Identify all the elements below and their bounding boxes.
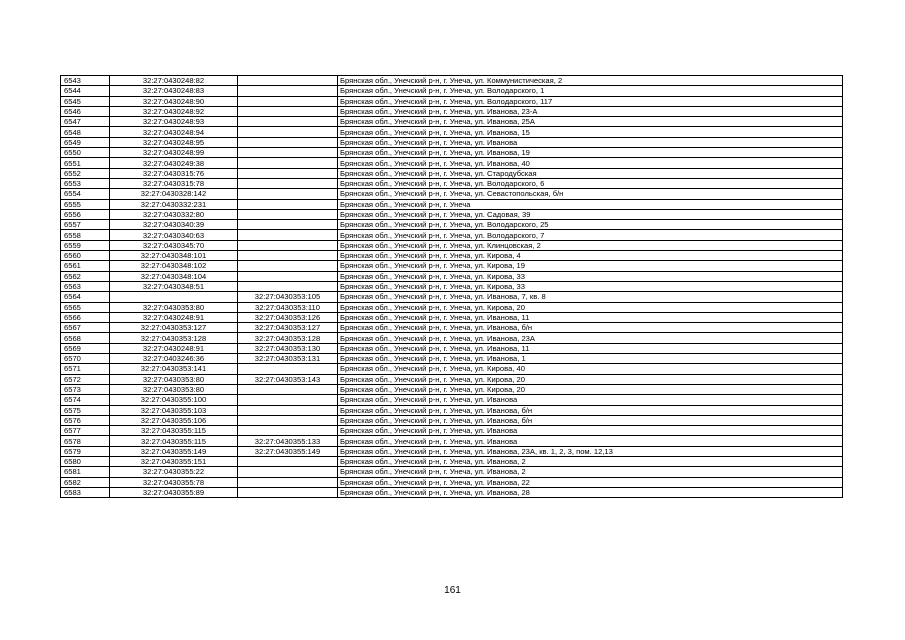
cadastral-number-cell: 32:27:0430355:78 [110, 477, 238, 487]
cadastral-number-cell: 32:27:0430355:22 [110, 467, 238, 477]
address-cell: Брянская обл., Унечский р-н, г. Унеча, ул. Клинцовская, 2 [338, 240, 843, 250]
table-row [61, 271, 843, 281]
table-row [61, 323, 843, 333]
related-cadastral-number-cell [238, 240, 338, 250]
related-cadastral-number-cell [238, 148, 338, 158]
related-cadastral-number-cell [238, 117, 338, 127]
related-cadastral-number-cell: 32:27:0430353:126 [238, 312, 338, 322]
related-cadastral-number-cell: 32:27:0430353:128 [238, 333, 338, 343]
table-row [61, 137, 843, 147]
related-cadastral-number-cell [238, 426, 338, 436]
row-number-cell: 6570 [61, 354, 110, 364]
table-row [61, 251, 843, 261]
address-cell: Брянская обл., Унечский р-н, г. Унеча, ул. Кирова, 20 [338, 384, 843, 394]
address-cell: Брянская обл., Унечский р-н, г. Унеча, ул. Володарского, 25 [338, 220, 843, 230]
row-number-cell: 6551 [61, 158, 110, 168]
table-row [61, 374, 843, 384]
address-cell: Брянская обл., Унечский р-н, г. Унеча, ул. Иванова, 22 [338, 477, 843, 487]
cadastral-number-cell [110, 292, 238, 302]
cadastral-number-cell: 32:27:0430353:128 [110, 333, 238, 343]
related-cadastral-number-cell [238, 487, 338, 497]
related-cadastral-number-cell [238, 158, 338, 168]
related-cadastral-number-cell [238, 137, 338, 147]
address-cell: Брянская обл., Унечский р-н, г. Унеча, ул. Иванова [338, 395, 843, 405]
row-number-cell: 6573 [61, 384, 110, 394]
cadastral-number-cell: 32:27:0430355:106 [110, 415, 238, 425]
cadastral-number-cell: 32:27:0430355:115 [110, 436, 238, 446]
table-row [61, 302, 843, 312]
cadastral-number-cell: 32:27:0430348:101 [110, 251, 238, 261]
related-cadastral-number-cell [238, 456, 338, 466]
row-number-cell: 6577 [61, 426, 110, 436]
address-cell: Брянская обл., Унечский р-н, г. Унеча, ул. Володарского, 117 [338, 96, 843, 106]
cadastral-number-cell: 32:27:0430355:149 [110, 446, 238, 456]
address-cell: Брянская обл., Унечский р-н, г. Унеча, ул. Коммунистическая, 2 [338, 76, 843, 86]
row-number-cell: 6575 [61, 405, 110, 415]
table-row [61, 467, 843, 477]
cadastral-number-cell: 32:27:0430332:231 [110, 199, 238, 209]
address-cell: Брянская обл., Унечский р-н, г. Унеча, ул. Иванова, 25А [338, 117, 843, 127]
table-row [61, 281, 843, 291]
address-cell: Брянская обл., Унечский р-н, г. Унеча, ул. Кирова, 4 [338, 251, 843, 261]
cadastral-number-cell: 32:27:0430345:70 [110, 240, 238, 250]
table-row [61, 230, 843, 240]
cadastral-number-cell: 32:27:0430353:127 [110, 323, 238, 333]
cadastral-number-cell: 32:27:0430248:91 [110, 343, 238, 353]
related-cadastral-number-cell: 32:27:0430355:149 [238, 446, 338, 456]
table-row [61, 127, 843, 137]
address-cell: Брянская обл., Унечский р-н, г. Унеча, ул. Садовая, 39 [338, 209, 843, 219]
cadastral-number-cell: 32:27:0430248:83 [110, 86, 238, 96]
cadastral-number-cell: 32:27:0430353:141 [110, 364, 238, 374]
cadastral-number-cell: 32:27:0430353:80 [110, 374, 238, 384]
table-row [61, 209, 843, 219]
table-row [61, 446, 843, 456]
row-number-cell: 6581 [61, 467, 110, 477]
row-number-cell: 6546 [61, 106, 110, 116]
row-number-cell: 6563 [61, 281, 110, 291]
related-cadastral-number-cell: 32:27:0430353:127 [238, 323, 338, 333]
row-number-cell: 6556 [61, 209, 110, 219]
address-cell: Брянская обл., Унечский р-н, г. Унеча, ул. Иванова, 40 [338, 158, 843, 168]
address-cell: Брянская обл., Унечский р-н, г. Унеча, ул. Кирова, 33 [338, 281, 843, 291]
address-cell: Брянская обл., Унечский р-н, г. Унеча, ул. Иванова, 28 [338, 487, 843, 497]
table-row [61, 240, 843, 250]
related-cadastral-number-cell [238, 106, 338, 116]
row-number-cell: 6567 [61, 323, 110, 333]
table-row [61, 436, 843, 446]
address-cell: Брянская обл., Унечский р-н, г. Унеча, ул. Иванова, 15 [338, 127, 843, 137]
row-number-cell: 6564 [61, 292, 110, 302]
address-cell: Брянская обл., Унечский р-н, г. Унеча, ул. Володарского, 1 [338, 86, 843, 96]
table-row [61, 312, 843, 322]
cadastral-number-cell: 32:27:0430348:102 [110, 261, 238, 271]
address-cell: Брянская обл., Унечский р-н, г. Унеча, ул. Иванова, б/н [338, 415, 843, 425]
address-cell: Брянская обл., Унечский р-н, г. Унеча, ул. Севастопольская, б/н [338, 189, 843, 199]
row-number-cell: 6574 [61, 395, 110, 405]
row-number-cell: 6568 [61, 333, 110, 343]
row-number-cell: 6560 [61, 251, 110, 261]
cadastral-number-cell: 32:27:0430355:100 [110, 395, 238, 405]
address-cell: Брянская обл., Унечский р-н, г. Унеча, ул. Кирова, 20 [338, 374, 843, 384]
cadastral-number-cell: 32:27:0430353:80 [110, 384, 238, 394]
related-cadastral-number-cell [238, 251, 338, 261]
row-number-cell: 6545 [61, 96, 110, 106]
row-number-cell: 6554 [61, 189, 110, 199]
row-number-cell: 6562 [61, 271, 110, 281]
table-row [61, 178, 843, 188]
related-cadastral-number-cell [238, 364, 338, 374]
row-number-cell: 6566 [61, 312, 110, 322]
related-cadastral-number-cell [238, 261, 338, 271]
address-cell: Брянская обл., Унечский р-н, г. Унеча, ул. Иванова, б/н [338, 405, 843, 415]
cadastral-number-cell: 32:27:0430348:51 [110, 281, 238, 291]
row-number-cell: 6582 [61, 477, 110, 487]
cadastral-number-cell: 32:27:0430332:80 [110, 209, 238, 219]
row-number-cell: 6550 [61, 148, 110, 158]
address-cell: Брянская обл., Унечский р-н, г. Унеча, ул. Иванова, 11 [338, 343, 843, 353]
table-row [61, 199, 843, 209]
row-number-cell: 6579 [61, 446, 110, 456]
table-row [61, 456, 843, 466]
row-number-cell: 6559 [61, 240, 110, 250]
related-cadastral-number-cell: 32:27:0430353:105 [238, 292, 338, 302]
cadastral-number-cell: 32:27:0430340:39 [110, 220, 238, 230]
address-cell: Брянская обл., Унечский р-н, г. Унеча, ул. Иванова, 23А [338, 333, 843, 343]
related-cadastral-number-cell [238, 76, 338, 86]
related-cadastral-number-cell [238, 271, 338, 281]
related-cadastral-number-cell [238, 477, 338, 487]
related-cadastral-number-cell [238, 96, 338, 106]
related-cadastral-number-cell [238, 127, 338, 137]
row-number-cell: 6558 [61, 230, 110, 240]
row-number-cell: 6576 [61, 415, 110, 425]
table-row [61, 168, 843, 178]
cadastral-number-cell: 32:27:0430248:94 [110, 127, 238, 137]
cadastral-number-cell: 32:27:0430348:104 [110, 271, 238, 281]
related-cadastral-number-cell [238, 220, 338, 230]
cadastral-number-cell: 32:27:0430355:89 [110, 487, 238, 497]
cadastral-number-cell: 32:27:0430248:93 [110, 117, 238, 127]
table-row [61, 415, 843, 425]
cadastral-number-cell: 32:27:0430248:90 [110, 96, 238, 106]
row-number-cell: 6544 [61, 86, 110, 96]
address-cell: Брянская обл., Унечский р-н, г. Унеча, ул. Иванова [338, 426, 843, 436]
address-cell: Брянская обл., Унечский р-н, г. Унеча, ул. Иванова, 19 [338, 148, 843, 158]
row-number-cell: 6569 [61, 343, 110, 353]
address-cell: Брянская обл., Унечский р-н, г. Унеча, ул. Кирова, 19 [338, 261, 843, 271]
related-cadastral-number-cell [238, 395, 338, 405]
table-row [61, 106, 843, 116]
table-row [61, 487, 843, 497]
cadastral-number-cell: 32:27:0430355:103 [110, 405, 238, 415]
row-number-cell: 6580 [61, 456, 110, 466]
table-row [61, 261, 843, 271]
related-cadastral-number-cell [238, 189, 338, 199]
related-cadastral-number-cell [238, 178, 338, 188]
address-cell: Брянская обл., Унечский р-н, г. Унеча, ул. Кирова, 40 [338, 364, 843, 374]
cadastral-number-cell: 32:27:0430248:91 [110, 312, 238, 322]
related-cadastral-number-cell [238, 467, 338, 477]
table-row [61, 333, 843, 343]
address-cell: Брянская обл., Унечский р-н, г. Унеча, ул. Иванова, 2 [338, 467, 843, 477]
table-row [61, 364, 843, 374]
related-cadastral-number-cell [238, 199, 338, 209]
row-number-cell: 6583 [61, 487, 110, 497]
address-cell: Брянская обл., Унечский р-н, г. Унеча, ул. Иванова [338, 436, 843, 446]
row-number-cell: 6557 [61, 220, 110, 230]
row-number-cell: 6565 [61, 302, 110, 312]
address-cell: Брянская обл., Унечский р-н, г. Унеча, ул. Кирова, 20 [338, 302, 843, 312]
address-cell: Брянская обл., Унечский р-н, г. Унеча, ул. Иванова, б/н [338, 323, 843, 333]
cadastral-number-cell: 32:27:0430249:38 [110, 158, 238, 168]
table-row [61, 158, 843, 168]
related-cadastral-number-cell: 32:27:0430353:130 [238, 343, 338, 353]
address-cell: Брянская обл., Унечский р-н, г. Унеча, ул. Иванова, 1 [338, 354, 843, 364]
related-cadastral-number-cell: 32:27:0430355:133 [238, 436, 338, 446]
table-row [61, 292, 843, 302]
address-cell: Брянская обл., Унечский р-н, г. Унеча, ул. Стародубская [338, 168, 843, 178]
row-number-cell: 6547 [61, 117, 110, 127]
row-number-cell: 6549 [61, 137, 110, 147]
cadastral-number-cell: 32:27:0430248:99 [110, 148, 238, 158]
cadastral-number-cell: 32:27:0430353:80 [110, 302, 238, 312]
table-row [61, 117, 843, 127]
table-row [61, 189, 843, 199]
registry-table-body [61, 76, 843, 498]
related-cadastral-number-cell [238, 168, 338, 178]
address-cell: Брянская обл., Унечский р-н, г. Унеча, ул. Володарского, 7 [338, 230, 843, 240]
related-cadastral-number-cell [238, 415, 338, 425]
row-number-cell: 6578 [61, 436, 110, 446]
row-number-cell: 6555 [61, 199, 110, 209]
related-cadastral-number-cell [238, 384, 338, 394]
row-number-cell: 6543 [61, 76, 110, 86]
table-row [61, 343, 843, 353]
cadastral-registry-table [60, 75, 843, 498]
cadastral-number-cell: 32:27:0430355:115 [110, 426, 238, 436]
cadastral-number-cell: 32:27:0430355:151 [110, 456, 238, 466]
table-row [61, 76, 843, 86]
related-cadastral-number-cell: 32:27:0430353:143 [238, 374, 338, 384]
address-cell: Брянская обл., Унечский р-н, г. Унеча, ул. Володарского, 6 [338, 178, 843, 188]
table-row [61, 477, 843, 487]
related-cadastral-number-cell [238, 86, 338, 96]
related-cadastral-number-cell: 32:27:0430353:110 [238, 302, 338, 312]
table-row [61, 384, 843, 394]
row-number-cell: 6572 [61, 374, 110, 384]
address-cell: Брянская обл., Унечский р-н, г. Унеча, ул. Иванова [338, 137, 843, 147]
table-row [61, 405, 843, 415]
cadastral-number-cell: 32:27:0430248:92 [110, 106, 238, 116]
address-cell: Брянская обл., Унечский р-н, г. Унеча, ул. Кирова, 33 [338, 271, 843, 281]
row-number-cell: 6548 [61, 127, 110, 137]
cadastral-number-cell: 32:27:0403246:36 [110, 354, 238, 364]
row-number-cell: 6561 [61, 261, 110, 271]
related-cadastral-number-cell [238, 405, 338, 415]
address-cell: Брянская обл., Унечский р-н, г. Унеча, ул. Иванова, 23-А [338, 106, 843, 116]
table-row [61, 148, 843, 158]
cadastral-number-cell: 32:27:0430315:76 [110, 168, 238, 178]
row-number-cell: 6552 [61, 168, 110, 178]
address-cell: Брянская обл., Унечский р-н, г. Унеча, ул. Иванова, 2 [338, 456, 843, 466]
row-number-cell: 6571 [61, 364, 110, 374]
related-cadastral-number-cell: 32:27:0430353:131 [238, 354, 338, 364]
row-number-cell: 6553 [61, 178, 110, 188]
table-row [61, 220, 843, 230]
address-cell: Брянская обл., Унечский р-н, г. Унеча, ул. Иванова, 23А, кв. 1, 2, 3, пом. 12,13 [338, 446, 843, 456]
related-cadastral-number-cell [238, 209, 338, 219]
address-cell: Брянская обл., Унечский р-н, г. Унеча, ул. Иванова, 7, кв. 8 [338, 292, 843, 302]
table-row [61, 426, 843, 436]
address-cell: Брянская обл., Унечский р-н, г. Унеча [338, 199, 843, 209]
cadastral-number-cell: 32:27:0430248:95 [110, 137, 238, 147]
cadastral-number-cell: 32:27:0430315:78 [110, 178, 238, 188]
page-number: 161 [444, 585, 461, 596]
related-cadastral-number-cell [238, 281, 338, 291]
cadastral-number-cell: 32:27:0430340:63 [110, 230, 238, 240]
table-row [61, 395, 843, 405]
table-row [61, 96, 843, 106]
cadastral-number-cell: 32:27:0430248:82 [110, 76, 238, 86]
table-row [61, 354, 843, 364]
address-cell: Брянская обл., Унечский р-н, г. Унеча, ул. Иванова, 11 [338, 312, 843, 322]
cadastral-number-cell: 32:27:0430328:142 [110, 189, 238, 199]
related-cadastral-number-cell [238, 230, 338, 240]
table-row [61, 86, 843, 96]
